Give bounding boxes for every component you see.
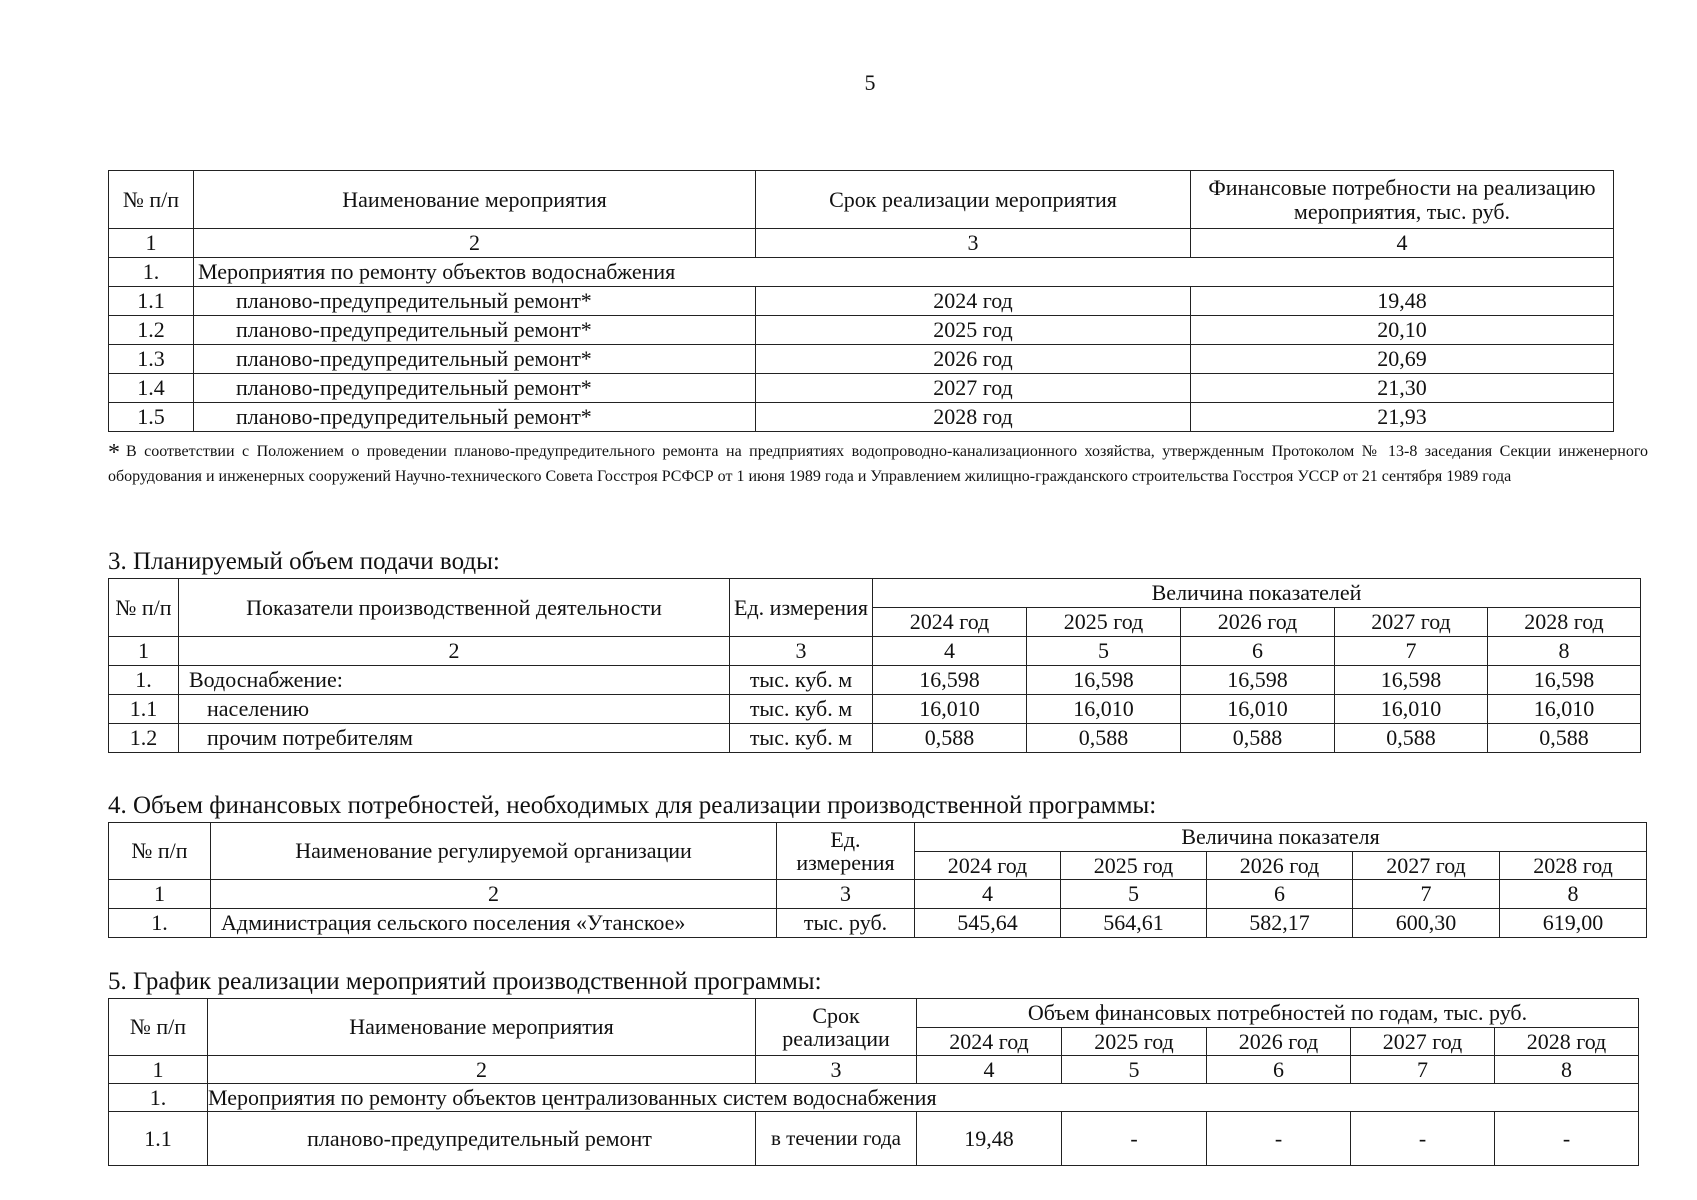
col-number: 8 [1495,1056,1639,1084]
table-row [109,287,1614,316]
col-number: 2 [194,229,756,258]
row-num: 1.2 [109,724,179,753]
row-value: - [1351,1112,1495,1166]
row-value: 564,61 [1061,909,1207,938]
col-number: 7 [1351,1056,1495,1084]
col-number: 3 [730,637,873,666]
col-number: 2 [208,1056,756,1084]
row-num: 1. [109,666,179,695]
row-period: 2026 год [756,345,1191,374]
header-year: 2028 год [1488,608,1641,637]
row-period: 2028 год [756,403,1191,432]
row-name: Водоснабжение: [179,666,730,695]
row-value: 619,00 [1500,909,1647,938]
header-period: Срок реализации [756,999,917,1056]
header-year: 2025 год [1062,1028,1207,1056]
row-num: 1.1 [109,695,179,724]
col-number: 7 [1353,880,1500,909]
header-name: Наименование регулируемой организации [211,823,777,880]
row-name: планово-предупредительный ремонт* [194,287,756,316]
footnote-text: В соответствии с Положением о проведении планово-предупредительного ремонта на предприятиях водопроводно-канализационного хозяйства, утвержденным Протоколом № 13-8 заседания Секции инженерного оборудования и инженерных сооружений Научно-технического Совета Госстроя РСФСР от 1 июня 1989 года и Управлением жилищно-гражданского строительства Госстроя УССР от 21 сентября 1989 года [108,443,1648,485]
schedule-table [108,998,1639,1166]
row-value: 16,598 [1335,666,1488,695]
col-number: 5 [1061,880,1207,909]
section-5-title: 5. График реализации мероприятий производственной программы: [108,968,822,995]
row-value: 16,598 [873,666,1027,695]
row-unit: тыс. руб. [777,909,915,938]
row-value: - [1495,1112,1639,1166]
header-group: Величина показателей [873,579,1641,608]
row-value: 16,010 [1335,695,1488,724]
row-name: Администрация сельского поселения «Утанское» [211,909,777,938]
group-num: 1. [109,1084,208,1112]
row-value: 16,010 [1488,695,1641,724]
section-4-title: 4. Объем финансовых потребностей, необходимых для реализации производственной программы: [108,792,1157,819]
col-number: 3 [777,880,915,909]
header-name: Наименование мероприятия [194,171,756,229]
header-num: № п/п [109,999,208,1056]
table-row [109,345,1614,374]
row-name: прочим потребителям [179,724,730,753]
row-num: 1.4 [109,374,194,403]
col-number: 8 [1488,637,1641,666]
row-value: 582,17 [1207,909,1353,938]
row-value: 0,588 [1335,724,1488,753]
header-group: Объем финансовых потребностей по годам, тыс. руб. [917,999,1639,1028]
row-value: 0,588 [1181,724,1335,753]
header-year: 2024 год [873,608,1027,637]
row-value: 545,64 [915,909,1061,938]
finance-table [108,822,1647,938]
table-row [109,666,1641,695]
group-label: Мероприятия по ремонту объектов водоснабжения [194,258,1614,287]
col-number: 6 [1207,1056,1351,1084]
header-finance: Финансовые потребности на реализацию мероприятия, тыс. руб. [1191,171,1614,229]
row-value: 0,588 [1027,724,1181,753]
row-unit: тыс. куб. м [730,666,873,695]
row-num: 1.1 [109,1112,208,1166]
row-period: 2025 год [756,316,1191,345]
row-value: - [1062,1112,1207,1166]
header-unit: Ед. измерения [777,823,915,880]
header-year: 2024 год [917,1028,1062,1056]
footnote-star: * [108,440,120,466]
header-year: 2026 год [1181,608,1335,637]
col-number: 1 [109,1056,208,1084]
header-num: № п/п [109,823,211,880]
row-value: 16,010 [873,695,1027,724]
col-number: 1 [109,229,194,258]
group-label: Мероприятия по ремонту объектов централизованных систем водоснабжения [208,1084,1639,1112]
table-row [109,1112,1639,1166]
table-row [109,403,1614,432]
water-supply-table [108,578,1641,753]
header-year: 2027 год [1351,1028,1495,1056]
table-row [109,374,1614,403]
header-group: Величина показателя [915,823,1647,852]
table-row [109,724,1641,753]
row-period: в течении года [756,1112,917,1166]
row-period: 2024 год [756,287,1191,316]
row-value: 20,10 [1191,316,1614,345]
col-number: 5 [1027,637,1181,666]
header-year: 2028 год [1500,852,1647,880]
col-number: 8 [1500,880,1647,909]
table-row [109,695,1641,724]
col-number: 6 [1207,880,1353,909]
row-value: 0,588 [873,724,1027,753]
header-name: Показатели производственной деятельности [179,579,730,637]
page-number: 5 [864,70,876,95]
row-unit: тыс. куб. м [730,695,873,724]
header-year: 2024 год [915,852,1061,880]
row-name: планово-предупредительный ремонт* [194,345,756,374]
col-number: 4 [873,637,1027,666]
section-3-title: 3. Планируемый объем подачи воды: [108,548,500,575]
row-name: населению [179,695,730,724]
row-value: 21,30 [1191,374,1614,403]
col-number: 1 [109,880,211,909]
row-num: 1.3 [109,345,194,374]
row-value: - [1207,1112,1351,1166]
header-year: 2026 год [1207,1028,1351,1056]
header-year: 2027 год [1353,852,1500,880]
row-num: 1.1 [109,287,194,316]
table-row [109,909,1647,938]
row-num: 1. [109,909,211,938]
group-num: 1. [109,258,194,287]
header-num: № п/п [109,579,179,637]
row-name: планово-предупредительный ремонт* [194,403,756,432]
header-unit: Ед. измерения [730,579,873,637]
row-value: 16,598 [1181,666,1335,695]
col-number: 7 [1335,637,1488,666]
header-year: 2027 год [1335,608,1488,637]
col-number: 3 [756,1056,917,1084]
col-number: 4 [915,880,1061,909]
row-value: 19,48 [917,1112,1062,1166]
row-value: 21,93 [1191,403,1614,432]
row-value: 16,598 [1488,666,1641,695]
header-year: 2026 год [1207,852,1353,880]
col-number: 6 [1181,637,1335,666]
col-number: 4 [917,1056,1062,1084]
col-number: 4 [1191,229,1614,258]
row-num: 1.2 [109,316,194,345]
row-period: 2027 год [756,374,1191,403]
header-name: Наименование мероприятия [208,999,756,1056]
footnote [108,440,1648,489]
row-value: 16,598 [1027,666,1181,695]
header-num: № п/п [109,171,194,229]
row-name: планово-предупредительный ремонт* [194,374,756,403]
row-name: планово-предупредительный ремонт [208,1112,756,1166]
row-value: 0,588 [1488,724,1641,753]
header-year: 2025 год [1061,852,1207,880]
row-value: 16,010 [1181,695,1335,724]
table-row [109,316,1614,345]
col-number: 5 [1062,1056,1207,1084]
header-period: Срок реализации мероприятия [756,171,1191,229]
row-value: 600,30 [1353,909,1500,938]
col-number: 2 [211,880,777,909]
row-unit: тыс. куб. м [730,724,873,753]
header-year: 2025 год [1027,608,1181,637]
row-value: 19,48 [1191,287,1614,316]
row-value: 16,010 [1027,695,1181,724]
col-number: 2 [179,637,730,666]
events-table [108,170,1614,432]
row-num: 1.5 [109,403,194,432]
col-number: 1 [109,637,179,666]
header-year: 2028 год [1495,1028,1639,1056]
row-value: 20,69 [1191,345,1614,374]
col-number: 3 [756,229,1191,258]
row-name: планово-предупредительный ремонт* [194,316,756,345]
